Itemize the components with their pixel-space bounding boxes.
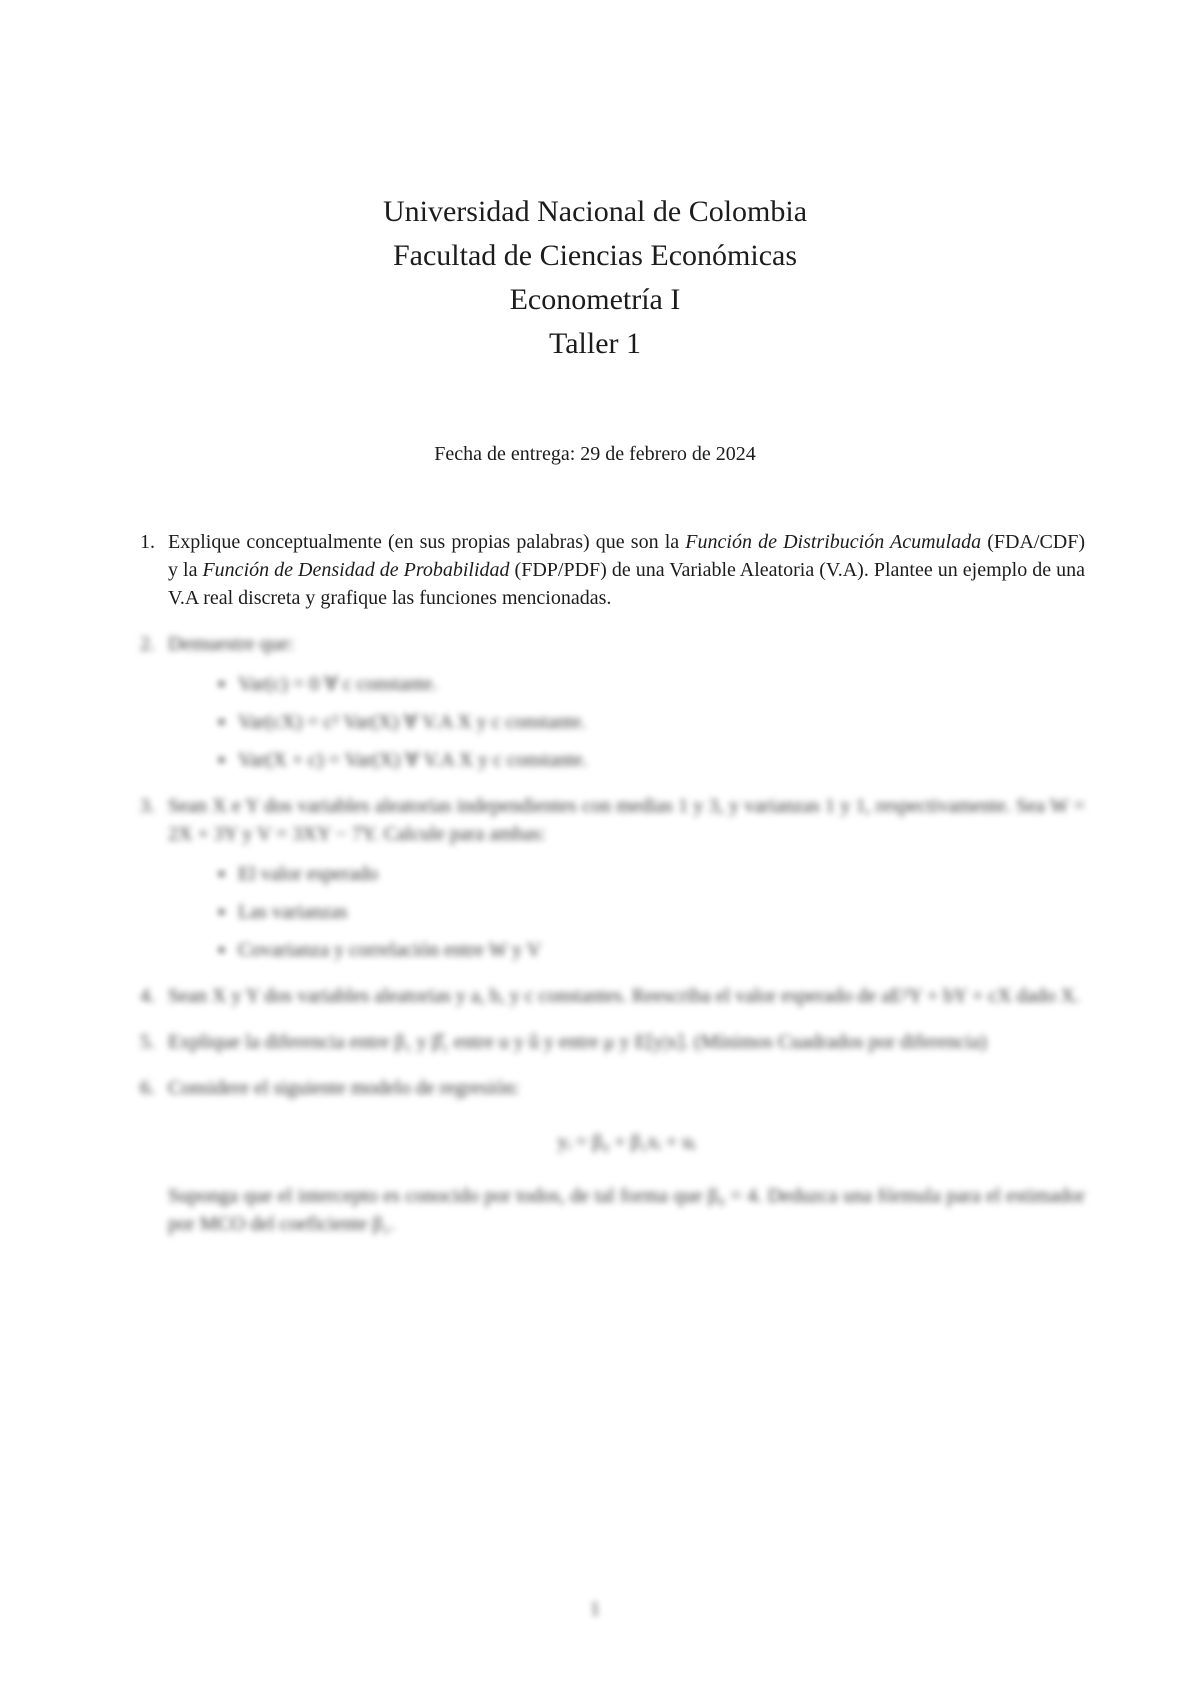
bullet-icon: ▪	[218, 863, 226, 885]
question-text: Sean X y Y dos variables aleatorias y a, b, y c constantes. Reescriba el valor esperado de aE²Y + bY + cX dado X.	[168, 985, 1080, 1007]
question-3-items	[168, 860, 1085, 964]
due-date: Fecha de entrega: 29 de febrero de 2024	[434, 443, 756, 465]
question-4	[140, 982, 1085, 1010]
list-item	[218, 746, 1085, 774]
university-name: Universidad Nacional de Colombia	[382, 195, 808, 228]
question-followup: Suponga que el intercepto es conocido por todos, de tal forma que β₀ = 4. Deduzca una fórmula para el estimador por MCO del coeficiente β₁.	[168, 1185, 1085, 1235]
item-text: Var(cX) = c² Var(X) ∀ V.A X y c constante.	[238, 711, 587, 733]
term-cdf: Función de Distribución Acumulada	[685, 531, 982, 553]
questions-list	[140, 528, 1085, 1256]
item-text: Var(X + c) = Var(X) ∀ V.A X y c constante.	[238, 749, 588, 771]
question-6	[140, 1074, 1085, 1238]
bullet-icon: ▪	[218, 901, 226, 923]
list-item	[218, 898, 1085, 926]
question-number: 2.	[140, 633, 155, 655]
bullet-icon: ▪	[218, 939, 226, 961]
term-pdf: Función de Densidad de Probabilidad	[202, 559, 510, 581]
item-text: Covarianza y correlación entre W y V	[238, 939, 542, 961]
faculty-name: Facultad de Ciencias Económicas	[392, 239, 798, 272]
question-text: Explique la diferencia entre β₁ y β̂₁ entre u y û y entre μ y E[y|x]. (Mínimos Cuadrados por diferencia)	[168, 1031, 987, 1053]
question-number: 5.	[140, 1031, 155, 1053]
item-text: Las varianzas	[238, 901, 348, 923]
bullet-icon: ▪	[218, 749, 226, 771]
question-2	[140, 630, 1085, 774]
assignment-title: Taller 1	[548, 327, 642, 360]
question-number: 3.	[140, 795, 155, 817]
question-text: Considere el siguiente modelo de regresión:	[168, 1077, 520, 1099]
question-number: 1.	[140, 531, 155, 553]
list-item	[218, 670, 1085, 698]
page-number: 1	[590, 1598, 600, 1620]
question-5	[140, 1028, 1085, 1056]
question-number: 6.	[140, 1077, 155, 1099]
bullet-icon: ▪	[218, 711, 226, 733]
regression-equation: yᵢ = β₀ + β₁xᵢ + uᵢ	[557, 1131, 696, 1153]
question-text: Demuestre que:	[168, 633, 295, 655]
list-item	[218, 936, 1085, 964]
list-item	[218, 708, 1085, 736]
question-2-items	[168, 670, 1085, 774]
bullet-icon: ▪	[218, 673, 226, 695]
item-text: El valor esperado	[238, 863, 378, 885]
list-item	[218, 860, 1085, 888]
text-run: (FDA/CDF) y la	[168, 531, 1086, 581]
question-text	[168, 528, 1085, 612]
question-number: 4.	[140, 985, 155, 1007]
title-block	[0, 190, 1190, 366]
course-name: Econometría I	[509, 283, 681, 316]
text-run: Explique conceptualmente (en sus propias palabras) que son la	[168, 531, 686, 553]
text-run: (FDP/PDF) de una Variable Aleatoria (V.A). Plantee un ejemplo de una V.A real discreta y grafique las funciones mencionadas.	[168, 559, 1085, 609]
question-text: Sean X e Y dos variables aleatorias independientes con medias 1 y 3, y varianzas 1 y 1, respectivamente. Sea W = 2X + 3Y y V = 3XY − 7Y. Calcule para ambas:	[168, 795, 1085, 845]
question-3	[140, 792, 1085, 964]
item-text: Var(c) = 0 ∀ c constante.	[238, 673, 438, 695]
question-1	[140, 528, 1085, 612]
